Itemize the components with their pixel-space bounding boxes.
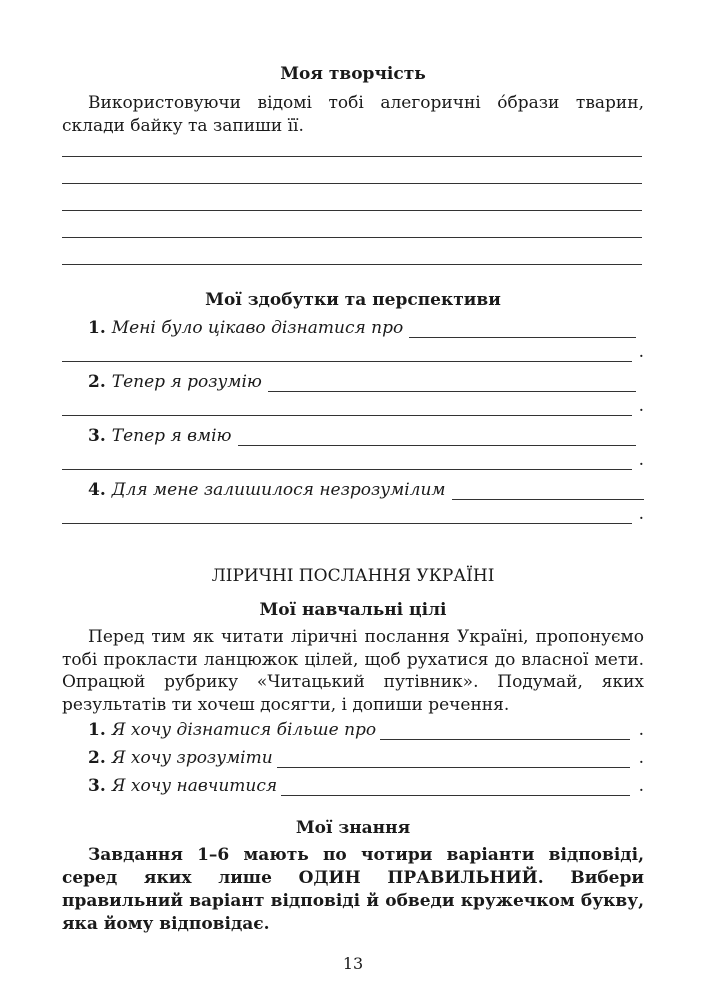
knowledge-heading: Мої знання (295, 818, 411, 838)
answer-line[interactable] (380, 719, 630, 740)
achievements-heading: Мої здобутки та перспективи (205, 290, 501, 310)
item-number: 3. (88, 426, 106, 446)
writing-line[interactable] (62, 183, 642, 184)
item-prompt: Я хочу зрозуміти (111, 748, 273, 768)
achievement-item-3 (88, 422, 636, 446)
continuation-line (62, 396, 644, 416)
answer-line[interactable] (277, 747, 630, 768)
answer-line[interactable] (62, 451, 632, 470)
item-prompt: Мені було цікаво дізнатися про (111, 318, 404, 338)
goal-item-1 (88, 716, 644, 740)
achievement-item-4 (88, 476, 644, 500)
writing-line[interactable] (62, 156, 642, 157)
item-prompt: Я хочу дізнатися більше про (111, 720, 377, 740)
answer-line[interactable] (238, 425, 637, 446)
continuation-line (62, 342, 644, 362)
item-prompt: Я хочу навчитися (111, 776, 278, 796)
end-mark: . (638, 748, 644, 768)
page-number: 13 (342, 954, 364, 973)
end-mark: . (638, 776, 644, 796)
answer-line[interactable] (281, 775, 630, 796)
writing-line[interactable] (62, 210, 642, 211)
section-title: ЛІРИЧНІ ПОСЛАННЯ УКРАЇНІ (211, 566, 495, 586)
goals-intro: Перед тим як читати ліричні послання Україні, пропонуємо тобі прокласти ланцюжок цілей, щоб рухатися до власної мети. Опрацюй рубрику «Читацький путівник». Подумай, яких результатів ти хочеш досягти, і допиши речення. (62, 627, 644, 715)
answer-line[interactable] (268, 371, 636, 392)
end-mark: . (638, 504, 644, 524)
writing-line[interactable] (62, 237, 642, 238)
item-prompt: Тепер я розумію (111, 372, 262, 392)
item-prompt: Для мене залишилося незрозумілим (111, 480, 446, 500)
knowledge-instruction: Завдання 1–6 мають по чотири варіанти відповіді, серед яких лише ОДИН ПРАВИЛЬНИЙ. Вибери правильний варіант відповіді й обведи кружечком букву, яка йому відповідає. (62, 845, 644, 934)
answer-line[interactable] (409, 317, 636, 338)
achievement-item-1 (88, 314, 636, 338)
end-mark: . (638, 342, 644, 362)
answer-line[interactable] (452, 479, 644, 500)
answer-line[interactable] (62, 505, 632, 524)
item-number: 1. (88, 318, 106, 338)
goal-item-2 (88, 744, 644, 768)
end-mark: . (638, 450, 644, 470)
goals-heading: Мої навчальні цілі (259, 600, 447, 620)
item-number: 3. (88, 776, 106, 796)
writing-line[interactable] (62, 264, 642, 265)
creativity-task: Використовуючи відомі тобі алегоричні о́брази тварин, склади байку та запиши її. (62, 93, 644, 136)
continuation-line (62, 504, 644, 524)
item-number: 2. (88, 372, 106, 392)
answer-line[interactable] (62, 343, 632, 362)
end-mark: . (638, 720, 644, 740)
item-number: 2. (88, 748, 106, 768)
continuation-line (62, 450, 644, 470)
achievement-item-2 (88, 368, 636, 392)
item-prompt: Тепер я вмію (111, 426, 232, 446)
item-number: 4. (88, 480, 106, 500)
page (62, 0, 644, 1000)
creativity-heading: Моя творчість (280, 64, 426, 84)
answer-line[interactable] (62, 397, 632, 416)
end-mark: . (638, 396, 644, 416)
goal-item-3 (88, 772, 644, 796)
item-number: 1. (88, 720, 106, 740)
